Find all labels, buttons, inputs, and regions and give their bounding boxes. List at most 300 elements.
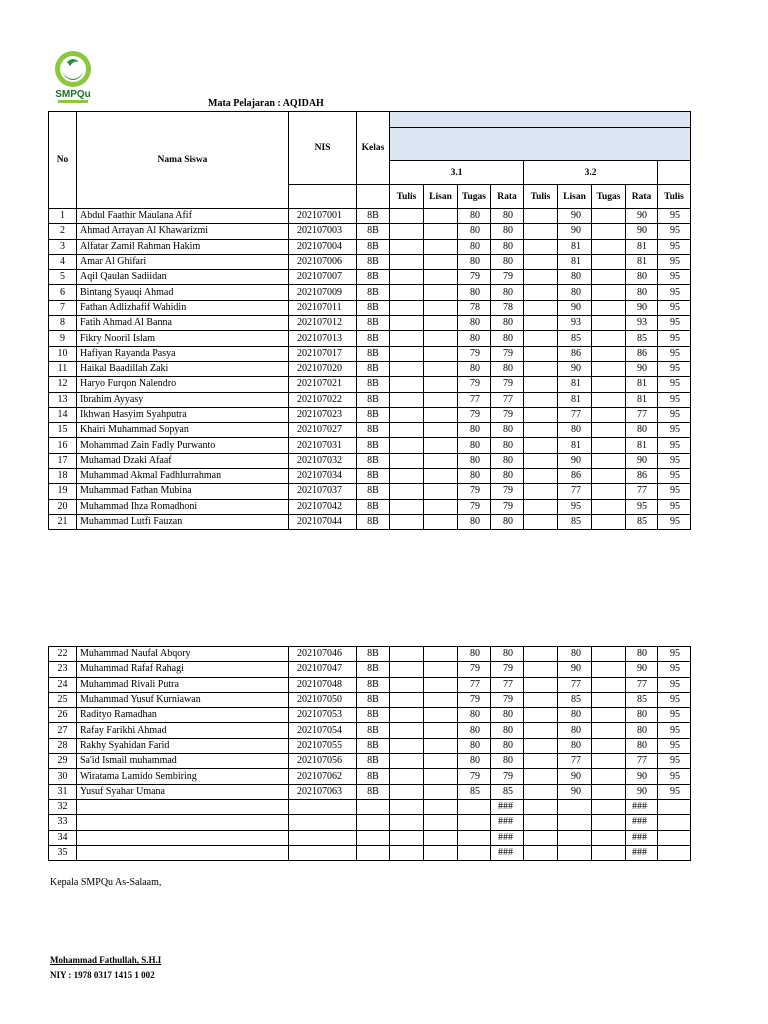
cell-tugas1: 80 (458, 514, 491, 529)
cell-rata2: ### (626, 815, 658, 830)
cell-nama: Abdul Faathir Maulana Afif (77, 209, 289, 224)
cell-tugas2 (592, 453, 626, 468)
cell-tugas1: 80 (458, 239, 491, 254)
cell-tugas2 (592, 239, 626, 254)
cell-rata1: 80 (491, 423, 524, 438)
cell-lisan2 (558, 830, 592, 845)
cell-tugas2 (592, 799, 626, 814)
cell-tulis3 (658, 845, 691, 860)
cell-tulis3: 95 (658, 514, 691, 529)
cell-no: 31 (49, 784, 77, 799)
cell-rata2: 80 (626, 270, 658, 285)
cell-lisan1 (424, 254, 458, 269)
cell-tulis1 (390, 285, 424, 300)
cell-no: 25 (49, 692, 77, 707)
cell-nis (289, 830, 357, 845)
cell-lisan1 (424, 300, 458, 315)
signer-niy: NIY : 1978 0317 1415 1 002 (50, 970, 155, 980)
cell-no: 11 (49, 361, 77, 376)
cell-tugas1: 79 (458, 769, 491, 784)
cell-tulis2 (524, 799, 558, 814)
table-row (49, 754, 691, 769)
cell-tugas2 (592, 270, 626, 285)
cell-tulis2 (524, 209, 558, 224)
cell-kelas: 8B (357, 662, 390, 677)
cell-lisan1 (424, 469, 458, 484)
cell-tugas2 (592, 469, 626, 484)
cell-kelas: 8B (357, 769, 390, 784)
cell-tulis2 (524, 784, 558, 799)
cell-nama: Radityo Ramadhan (77, 708, 289, 723)
cell-nis: 202107022 (289, 392, 357, 407)
cell-tulis3: 95 (658, 423, 691, 438)
cell-nama: Hafiyan Rayanda Pasya (77, 346, 289, 361)
cell-rata2: 90 (626, 224, 658, 239)
table-row (49, 815, 691, 830)
header-sub-tulis-3: Tulis (658, 185, 691, 209)
cell-nis: 202107034 (289, 469, 357, 484)
table-row (49, 708, 691, 723)
cell-nis: 202107003 (289, 224, 357, 239)
table-row (49, 346, 691, 361)
cell-tulis1 (390, 514, 424, 529)
cell-tugas1: 85 (458, 784, 491, 799)
cell-tugas1: 80 (458, 254, 491, 269)
cell-no: 33 (49, 815, 77, 830)
cell-no: 26 (49, 708, 77, 723)
cell-lisan1 (424, 754, 458, 769)
cell-nis: 202107042 (289, 499, 357, 514)
cell-no: 3 (49, 239, 77, 254)
cell-tulis1 (390, 769, 424, 784)
header-blue-band-2 (390, 128, 691, 161)
cell-nama (77, 815, 289, 830)
cell-nis: 202107056 (289, 754, 357, 769)
cell-lisan2: 80 (558, 647, 592, 662)
cell-kelas: 8B (357, 723, 390, 738)
cell-tugas2 (592, 346, 626, 361)
table-row (49, 407, 691, 422)
cell-tulis1 (390, 209, 424, 224)
cell-kelas: 8B (357, 514, 390, 529)
cell-tulis3: 95 (658, 300, 691, 315)
table-row (49, 499, 691, 514)
cell-kelas: 8B (357, 209, 390, 224)
cell-tugas1 (458, 799, 491, 814)
cell-kelas (357, 815, 390, 830)
cell-nis: 202107048 (289, 677, 357, 692)
cell-tulis3: 95 (658, 438, 691, 453)
header-sub-rata-1: Rata (491, 185, 524, 209)
cell-tulis3: 95 (658, 692, 691, 707)
cell-rata2: ### (626, 830, 658, 845)
cell-tugas2 (592, 815, 626, 830)
cell-tulis1 (390, 845, 424, 860)
cell-rata2: 81 (626, 239, 658, 254)
cell-tugas2 (592, 392, 626, 407)
cell-tulis3: 95 (658, 784, 691, 799)
principal-label: Kepala SMPQu As-Salaam, (50, 877, 162, 888)
cell-nis: 202107011 (289, 300, 357, 315)
cell-rata1: 80 (491, 453, 524, 468)
cell-rata1: 80 (491, 647, 524, 662)
cell-lisan2: 80 (558, 423, 592, 438)
table-row (49, 453, 691, 468)
cell-lisan2 (558, 799, 592, 814)
cell-lisan1 (424, 239, 458, 254)
cell-lisan2: 80 (558, 708, 592, 723)
school-logo (52, 50, 94, 106)
cell-nama: Haryo Furqon Nalendro (77, 377, 289, 392)
cell-no: 24 (49, 677, 77, 692)
cell-tugas1: 79 (458, 662, 491, 677)
cell-tulis1 (390, 784, 424, 799)
cell-lisan1 (424, 723, 458, 738)
cell-tulis2 (524, 830, 558, 845)
cell-kelas: 8B (357, 423, 390, 438)
cell-tulis2 (524, 270, 558, 285)
cell-nama: Rafay Farikhi Ahmad (77, 723, 289, 738)
cell-lisan2: 80 (558, 738, 592, 753)
cell-tugas2 (592, 647, 626, 662)
cell-tugas2 (592, 316, 626, 331)
cell-lisan2: 90 (558, 361, 592, 376)
table-row (49, 723, 691, 738)
cell-nis: 202107009 (289, 285, 357, 300)
cell-tugas1: 80 (458, 316, 491, 331)
cell-no: 32 (49, 799, 77, 814)
cell-tugas1: 80 (458, 754, 491, 769)
cell-kelas: 8B (357, 239, 390, 254)
cell-rata1: 80 (491, 254, 524, 269)
cell-nama: Khairi Muhammad Sopyan (77, 423, 289, 438)
cell-lisan1 (424, 377, 458, 392)
cell-rata2: 80 (626, 723, 658, 738)
table-row (49, 438, 691, 453)
cell-tulis2 (524, 815, 558, 830)
header-kd-3-3 (658, 161, 691, 185)
cell-nis (289, 815, 357, 830)
cell-rata2: 86 (626, 346, 658, 361)
cell-rata1: 80 (491, 738, 524, 753)
cell-tulis2 (524, 239, 558, 254)
cell-tugas1: 79 (458, 270, 491, 285)
cell-nama: Sa'id Ismail muhammad (77, 754, 289, 769)
cell-tulis2 (524, 845, 558, 860)
cell-no: 14 (49, 407, 77, 422)
cell-rata2: 77 (626, 677, 658, 692)
grade-table-part-1 (48, 208, 691, 530)
cell-tulis2 (524, 423, 558, 438)
header-blue-band (390, 112, 691, 128)
cell-nis: 202107053 (289, 708, 357, 723)
cell-tulis1 (390, 469, 424, 484)
cell-nis: 202107063 (289, 784, 357, 799)
table-row (49, 845, 691, 860)
cell-nis: 202107055 (289, 738, 357, 753)
header-sub-tugas-1: Tugas (458, 185, 491, 209)
cell-lisan1 (424, 484, 458, 499)
cell-rata2: 85 (626, 331, 658, 346)
cell-tugas2 (592, 209, 626, 224)
cell-no: 18 (49, 469, 77, 484)
cell-tulis1 (390, 815, 424, 830)
cell-rata1: 79 (491, 662, 524, 677)
cell-lisan1 (424, 677, 458, 692)
cell-tugas2 (592, 407, 626, 422)
cell-rata2: 90 (626, 784, 658, 799)
cell-tugas2 (592, 331, 626, 346)
cell-tulis2 (524, 392, 558, 407)
cell-rata1: 80 (491, 331, 524, 346)
cell-rata1: ### (491, 845, 524, 860)
cell-tulis2 (524, 647, 558, 662)
cell-nis: 202107027 (289, 423, 357, 438)
cell-tulis2 (524, 438, 558, 453)
table-row (49, 270, 691, 285)
cell-tulis1 (390, 708, 424, 723)
cell-lisan2: 81 (558, 239, 592, 254)
cell-lisan2: 86 (558, 346, 592, 361)
table-row (49, 377, 691, 392)
cell-lisan2: 81 (558, 438, 592, 453)
cell-tulis2 (524, 514, 558, 529)
cell-tugas1: 79 (458, 346, 491, 361)
cell-rata2: 80 (626, 738, 658, 753)
cell-nis: 202107054 (289, 723, 357, 738)
cell-rata2: 93 (626, 316, 658, 331)
cell-tugas2 (592, 514, 626, 529)
cell-nis: 202107012 (289, 316, 357, 331)
cell-rata2: 77 (626, 407, 658, 422)
cell-tulis1 (390, 677, 424, 692)
grade-table-header (48, 111, 691, 209)
cell-lisan1 (424, 784, 458, 799)
cell-no: 29 (49, 754, 77, 769)
cell-rata2: ### (626, 845, 658, 860)
cell-tulis3 (658, 830, 691, 845)
cell-lisan1 (424, 815, 458, 830)
cell-lisan2: 93 (558, 316, 592, 331)
cell-lisan2 (558, 815, 592, 830)
cell-tugas2 (592, 754, 626, 769)
cell-kelas: 8B (357, 708, 390, 723)
cell-kelas: 8B (357, 754, 390, 769)
cell-kelas: 8B (357, 647, 390, 662)
table-row (49, 738, 691, 753)
cell-no: 1 (49, 209, 77, 224)
cell-tulis1 (390, 499, 424, 514)
cell-rata2: 80 (626, 708, 658, 723)
cell-rata1: 80 (491, 438, 524, 453)
cell-rata1: 80 (491, 754, 524, 769)
cell-tulis1 (390, 407, 424, 422)
cell-rata2: 90 (626, 361, 658, 376)
cell-lisan2: 85 (558, 514, 592, 529)
cell-lisan2: 90 (558, 300, 592, 315)
cell-rata2: 80 (626, 285, 658, 300)
cell-rata1: 80 (491, 239, 524, 254)
cell-rata1: 85 (491, 784, 524, 799)
cell-lisan2 (558, 845, 592, 860)
cell-tulis3: 95 (658, 316, 691, 331)
cell-lisan2: 81 (558, 254, 592, 269)
cell-tulis2 (524, 254, 558, 269)
table-row (49, 300, 691, 315)
cell-lisan2: 86 (558, 469, 592, 484)
cell-no: 15 (49, 423, 77, 438)
cell-tugas2 (592, 285, 626, 300)
cell-lisan2: 77 (558, 754, 592, 769)
cell-tulis1 (390, 830, 424, 845)
header-sub-tugas-2: Tugas (592, 185, 626, 209)
cell-no: 19 (49, 484, 77, 499)
cell-tugas1: 80 (458, 723, 491, 738)
cell-lisan1 (424, 799, 458, 814)
cell-lisan2: 85 (558, 692, 592, 707)
cell-tugas1: 80 (458, 224, 491, 239)
cell-rata1: 80 (491, 469, 524, 484)
signer-name: Mohammad Fathullah, S.H.I (50, 955, 162, 965)
cell-kelas: 8B (357, 300, 390, 315)
cell-nama (77, 830, 289, 845)
cell-nis: 202107017 (289, 346, 357, 361)
table-row (49, 677, 691, 692)
cell-tulis1 (390, 453, 424, 468)
cell-kelas: 8B (357, 453, 390, 468)
cell-no: 9 (49, 331, 77, 346)
cell-tulis1 (390, 692, 424, 707)
cell-lisan1 (424, 438, 458, 453)
cell-rata2: 85 (626, 692, 658, 707)
cell-rata2: 85 (626, 514, 658, 529)
cell-tugas1: 80 (458, 453, 491, 468)
cell-tugas1: 79 (458, 692, 491, 707)
cell-tugas2 (592, 830, 626, 845)
cell-rata1: ### (491, 815, 524, 830)
cell-tugas2 (592, 662, 626, 677)
cell-kelas: 8B (357, 738, 390, 753)
cell-kelas: 8B (357, 692, 390, 707)
cell-tugas1: 77 (458, 392, 491, 407)
cell-nama: Yusuf Syahar Umana (77, 784, 289, 799)
cell-rata2: 81 (626, 377, 658, 392)
cell-tulis1 (390, 647, 424, 662)
cell-nama: Muhammad Akmal Fadhlurrahman (77, 469, 289, 484)
cell-lisan2: 80 (558, 270, 592, 285)
cell-nama: Mohammad Zain Fadly Purwanto (77, 438, 289, 453)
cell-nama: Ibrahim Ayyasy (77, 392, 289, 407)
cell-rata2: 90 (626, 662, 658, 677)
cell-nis: 202107004 (289, 239, 357, 254)
cell-lisan2: 85 (558, 331, 592, 346)
cell-no: 16 (49, 438, 77, 453)
cell-no: 30 (49, 769, 77, 784)
cell-tugas2 (592, 784, 626, 799)
cell-tugas1: 80 (458, 361, 491, 376)
cell-rata2: 77 (626, 484, 658, 499)
cell-rata2: 77 (626, 754, 658, 769)
cell-lisan1 (424, 270, 458, 285)
cell-lisan2: 90 (558, 769, 592, 784)
cell-rata1: ### (491, 799, 524, 814)
cell-tulis3: 95 (658, 708, 691, 723)
cell-rata2: 90 (626, 769, 658, 784)
cell-rata1: ### (491, 830, 524, 845)
cell-nis: 202107047 (289, 662, 357, 677)
cell-rata1: 80 (491, 361, 524, 376)
cell-lisan1 (424, 316, 458, 331)
cell-nama: Haikal Baadillah Zaki (77, 361, 289, 376)
cell-lisan1 (424, 392, 458, 407)
cell-tulis1 (390, 438, 424, 453)
cell-kelas: 8B (357, 392, 390, 407)
cell-tulis3 (658, 815, 691, 830)
cell-tulis2 (524, 708, 558, 723)
table-row (49, 239, 691, 254)
cell-nama (77, 845, 289, 860)
cell-tugas1: 79 (458, 484, 491, 499)
cell-no: 35 (49, 845, 77, 860)
cell-no: 20 (49, 499, 77, 514)
cell-kelas: 8B (357, 270, 390, 285)
table-row (49, 830, 691, 845)
cell-lisan1 (424, 692, 458, 707)
cell-no: 7 (49, 300, 77, 315)
header-nama: Nama Siswa (77, 112, 289, 209)
cell-no: 8 (49, 316, 77, 331)
cell-tulis3: 95 (658, 407, 691, 422)
cell-nama: Muhammad Rafaf Rahagi (77, 662, 289, 677)
cell-tulis1 (390, 270, 424, 285)
cell-no: 2 (49, 224, 77, 239)
cell-tugas2 (592, 423, 626, 438)
cell-tulis2 (524, 346, 558, 361)
cell-tugas2 (592, 300, 626, 315)
cell-tulis2 (524, 723, 558, 738)
cell-tugas2 (592, 845, 626, 860)
cell-rata2: ### (626, 799, 658, 814)
cell-tulis3: 95 (658, 377, 691, 392)
cell-lisan1 (424, 209, 458, 224)
cell-no: 4 (49, 254, 77, 269)
cell-nis: 202107062 (289, 769, 357, 784)
cell-tulis3: 95 (658, 723, 691, 738)
cell-tulis3: 95 (658, 662, 691, 677)
cell-rata1: 77 (491, 677, 524, 692)
cell-lisan1 (424, 647, 458, 662)
cell-tulis1 (390, 754, 424, 769)
cell-lisan2: 81 (558, 392, 592, 407)
cell-tugas1 (458, 830, 491, 845)
table-row (49, 254, 691, 269)
cell-tulis3: 95 (658, 331, 691, 346)
cell-tulis1 (390, 346, 424, 361)
cell-rata1: 80 (491, 285, 524, 300)
cell-lisan1 (424, 361, 458, 376)
cell-tulis3 (658, 799, 691, 814)
cell-kelas (357, 845, 390, 860)
cell-tulis2 (524, 692, 558, 707)
cell-kelas: 8B (357, 285, 390, 300)
cell-tulis3: 95 (658, 224, 691, 239)
cell-no: 21 (49, 514, 77, 529)
cell-lisan2: 80 (558, 285, 592, 300)
cell-kelas: 8B (357, 377, 390, 392)
cell-lisan2: 81 (558, 377, 592, 392)
cell-tugas2 (592, 361, 626, 376)
cell-nama: Muhamad Dzaki Afaaf (77, 453, 289, 468)
